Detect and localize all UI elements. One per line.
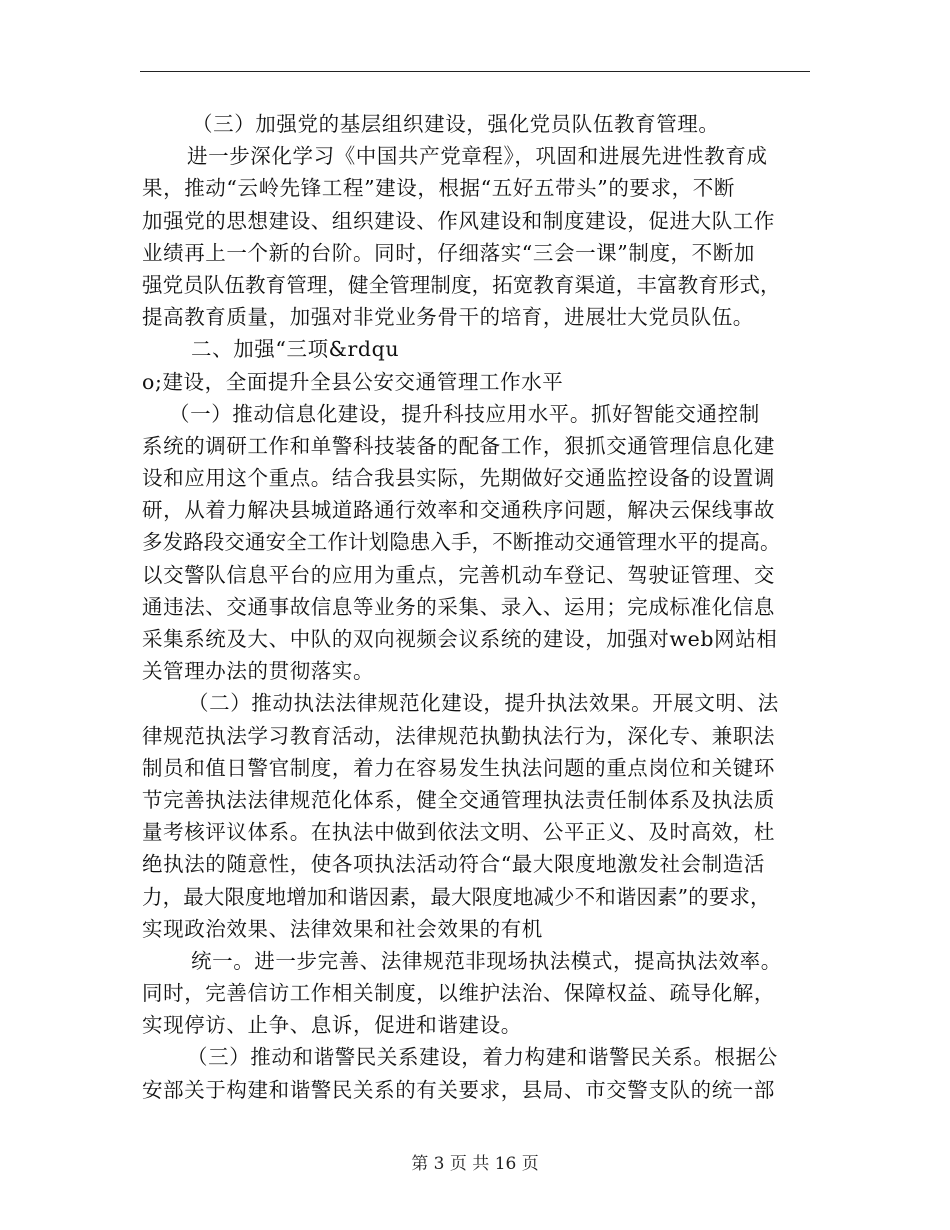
- paragraph-line: 设和应用这个重点。结合我县实际，先期做好交通监控设备的设置调: [142, 466, 775, 491]
- paragraph-line: 安部关于构建和谐警民关系的有关要求，县局、市交警支队的统一部: [142, 1077, 775, 1102]
- paragraph-line: 提高教育质量，加强对非党业务骨干的培育，进展壮大党员队伍。: [142, 305, 754, 330]
- paragraph-line: 多发路段交通安全工作计划隐患入手，不断推动交通管理水平的提高。: [142, 530, 781, 555]
- document-body: [142, 108, 810, 1106]
- subsection-heading-1: （一）推动信息化建设，提升科技应用水平。抓好智能交通控制: [169, 401, 760, 426]
- paragraph-line: 以交警队信息平台的应用为重点，完善机动车登记、驾驶证管理、交: [142, 562, 775, 587]
- paragraph-line: 系统的调研工作和单警科技装备的配备工作，狠抓交通管理信息化建: [142, 433, 775, 458]
- paragraph-line: 力，最大限度地增加和谐因素，最大限度地减少不和谐因素”的要求，: [142, 884, 771, 909]
- subsection-heading-2: （二）推动执法法律规范化建设，提升执法效果。开展文明、法: [188, 691, 779, 716]
- header-rule: [140, 71, 810, 72]
- paragraph-line: 实现停访、止争、息诉，促进和谐建设。: [142, 1013, 522, 1038]
- paragraph-line: 律规范执法学习教育活动，法律规范执勤执法行为，深化专、兼职法: [142, 723, 775, 748]
- page-footer: [0, 1152, 950, 1176]
- paragraph-line: 节完善执法法律规范化体系，健全交通管理执法责任制体系及执法质: [142, 787, 775, 812]
- paragraph-line: 通违法、交通事故信息等业务的采集、录入、运用；完成标准化信息: [142, 594, 775, 619]
- paragraph-line: 制员和值日警官制度，着力在容易发生执法问题的重点岗位和关键环: [142, 755, 775, 780]
- paragraph-line: 采集系统及大、中队的双向视频会议系统的建设，加强对web网站相: [142, 627, 778, 651]
- paragraph-line: 统一。进一步完善、法律规范非现场执法模式，提高执法效率。: [191, 948, 782, 973]
- section-heading-3: （三）加强党的基层组织建设，强化党员队伍教育管理。: [192, 112, 720, 136]
- paragraph-line: 关管理办法的贯彻落实。: [142, 659, 375, 684]
- paragraph-line: 加强党的思想建设、组织建设、作风建设和制度建设，促进大队工作: [142, 208, 775, 233]
- paragraph-line: 研，从着力解决县城道路通行效率和交通秩序问题，解决云保线事故: [142, 498, 775, 523]
- paragraph-line: 果，推动“云岭先锋工程”建设，根据“五好五带头”的要求，不断: [142, 176, 735, 201]
- paragraph-line: 强党员队伍教育管理，健全管理制度，拓宽教育渠道，丰富教育形式，: [142, 272, 781, 297]
- page-number: 第 3 页 共 16 页: [411, 1154, 539, 1174]
- paragraph-line: 绝执法的随意性，使各项执法活动符合“最大限度地激发社会制造活: [142, 852, 765, 877]
- paragraph-line: 业绩再上一个新的台阶。同时，仔细落实“三会一课”制度，不断加: [142, 240, 755, 265]
- paragraph-line: 实现政治效果、法律效果和社会效果的有机: [142, 916, 543, 941]
- paragraph-line: 进一步深化学习《中国共产党章程》，巩固和进展先进性教育成: [187, 144, 768, 169]
- subsection-heading-3: （三）推动和谐警民关系建设，着力构建和谐警民关系。根据公: [187, 1045, 778, 1070]
- paragraph-line: 同时，完善信访工作相关制度，以维护法治、保障权益、疏导化解，: [142, 981, 775, 1006]
- section-heading-2: 二、加强“三项&rdqu: [191, 337, 400, 362]
- section-heading-2-cont: o;建设，全面提升全县公安交通管理工作水平: [142, 369, 564, 394]
- paragraph-line: 量考核评议体系。在执法中做到依法文明、公平正义、及时高效，杜: [142, 820, 775, 845]
